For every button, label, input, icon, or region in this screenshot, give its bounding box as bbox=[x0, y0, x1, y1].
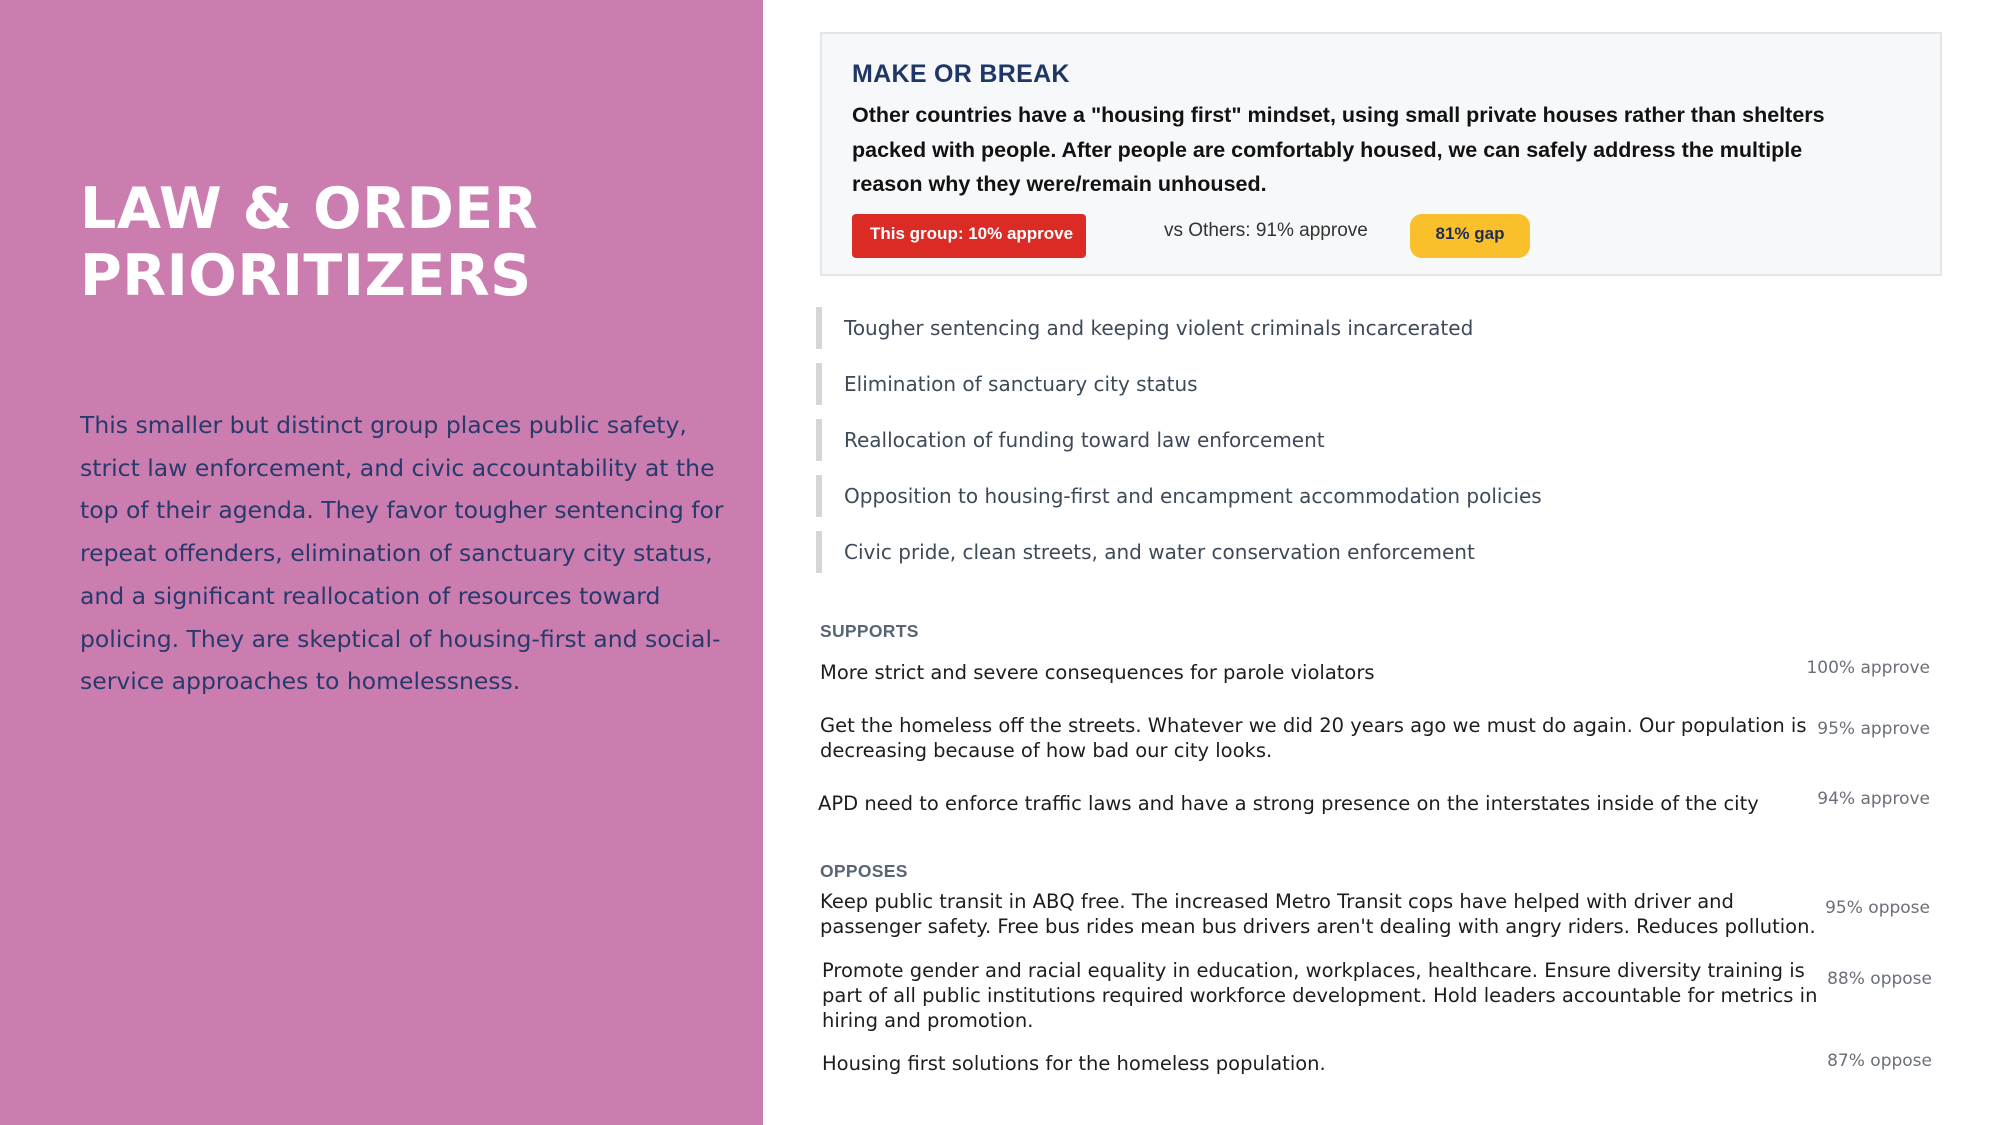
opposes-statement bbox=[822, 1051, 1782, 1076]
statement-line: hiring and promotion. bbox=[822, 1009, 1034, 1032]
description-line: top of their agenda. They favor tougher sentencing for bbox=[80, 496, 724, 525]
segment-title-line: PRIORITIZERS bbox=[80, 243, 532, 309]
opposes-value: 88% oppose bbox=[1827, 969, 1932, 989]
statement-line: APD need to enforce traffic laws and have a strong presence on the interstates inside of the city bbox=[818, 792, 1759, 815]
opposes-value: 87% oppose bbox=[1827, 1051, 1932, 1071]
segment-description bbox=[80, 404, 724, 703]
segment-title-line: LAW & ORDER bbox=[80, 176, 539, 242]
statement-line: More strict and severe consequences for parole violators bbox=[820, 661, 1375, 684]
description-line: and a significant reallocation of resources toward bbox=[80, 581, 661, 610]
statement-line: Keep public transit in ABQ free. The increased Metro Transit cops have helped with driver and bbox=[820, 890, 1734, 913]
segment-panel bbox=[0, 0, 763, 1125]
supports-approval-value: 100% approve bbox=[1806, 658, 1930, 678]
supports-statement bbox=[818, 791, 1778, 816]
statement-line: Get the homeless off the streets. Whatever we did 20 years ago we must do again. Our population is bbox=[820, 714, 1807, 737]
statement-line: Promote gender and racial equality in education, workplaces, healthcare. Ensure diversity training is bbox=[822, 959, 1805, 982]
gap-badge: 81% gap bbox=[1410, 214, 1530, 258]
statement-line: Housing first solutions for the homeless population. bbox=[822, 1052, 1326, 1075]
supports-approval-value: 95% approve bbox=[1817, 719, 1930, 739]
opposes-statement bbox=[820, 889, 1816, 939]
priority-item: Opposition to housing-first and encampment accommodation policies bbox=[816, 475, 1916, 517]
supports-statement bbox=[820, 660, 1780, 685]
supports-statement bbox=[820, 713, 1807, 763]
priority-item: Civic pride, clean streets, and water conservation enforcement bbox=[816, 531, 1916, 573]
description-line: strict law enforcement, and civic accountability at the bbox=[80, 453, 715, 482]
description-line: This smaller but distinct group places public safety, bbox=[80, 411, 687, 439]
statement-line: decreasing because of how bad our city looks. bbox=[820, 739, 1273, 762]
description-line: repeat offenders, elimination of sanctuary city status, bbox=[80, 539, 713, 568]
statement-line: Other countries have a "housing first" mindset, using small private houses rather than shelters bbox=[852, 103, 1825, 127]
opposes-value: 95% oppose bbox=[1825, 898, 1930, 918]
priority-item: Elimination of sanctuary city status bbox=[816, 363, 1916, 405]
statement-line: part of all public institutions required workforce development. Hold leaders accountable for metrics in bbox=[822, 984, 1818, 1007]
make-or-break-heading: MAKE OR BREAK bbox=[852, 60, 1070, 88]
statement-line: packed with people. After people are comfortably housed, we can safely address the multiple bbox=[852, 137, 1803, 162]
description-line: policing. They are skeptical of housing-first and social- bbox=[80, 624, 721, 653]
statement-line: passenger safety. Free bus rides mean bus drivers aren't dealing with angry riders. Reduces pollution. bbox=[820, 915, 1816, 938]
this-group-approval-badge: This group: 10% approve bbox=[852, 214, 1086, 258]
make-or-break-statement bbox=[852, 98, 1912, 202]
priority-item: Reallocation of funding toward law enforcement bbox=[816, 419, 1916, 461]
opposes-statement bbox=[822, 958, 1818, 1033]
opposes-label: OPPOSES bbox=[820, 861, 908, 881]
others-approval-text: vs Others: 91% approve bbox=[1164, 220, 1368, 241]
description-line: service approaches to homelessness. bbox=[80, 667, 521, 696]
supports-approval-value: 94% approve bbox=[1817, 789, 1930, 809]
make-or-break-callout bbox=[820, 32, 1942, 276]
segment-title bbox=[80, 176, 700, 310]
statement-line: reason why they were/remain unhoused. bbox=[852, 172, 1267, 196]
supports-label: SUPPORTS bbox=[820, 621, 919, 641]
priority-item: Tougher sentencing and keeping violent criminals incarcerated bbox=[816, 307, 1916, 349]
